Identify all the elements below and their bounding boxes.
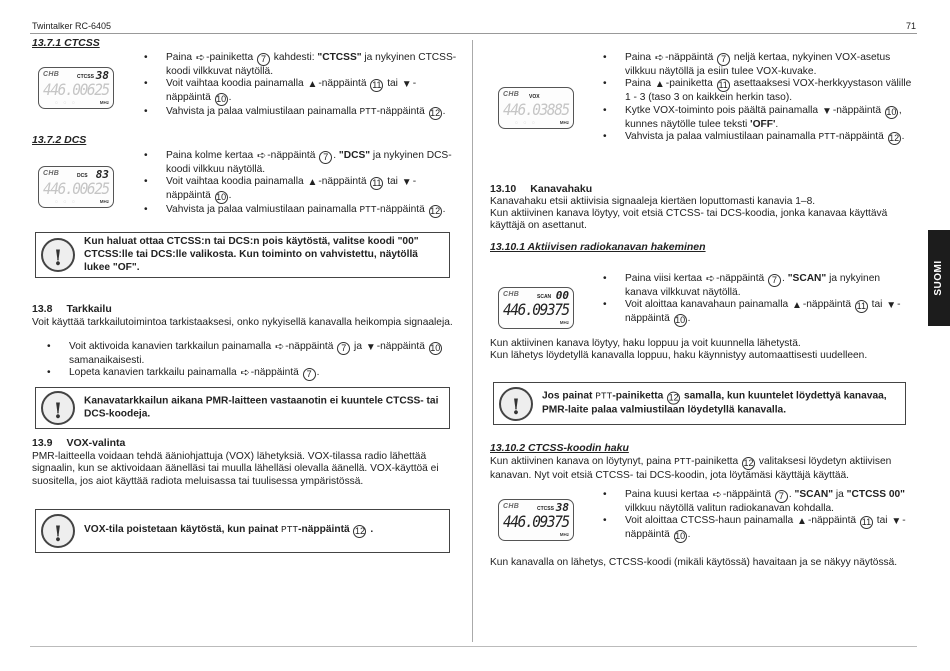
down-arrow-icon: ▼ <box>891 516 902 528</box>
list-item: • Paina kolme kertaa ➪-näppäintä 7 . "DCS" ja nykyinen DCS-koodi vilkkuu näytöllä. <box>144 150 459 176</box>
up-arrow-icon: ▲ <box>307 79 318 91</box>
menu-arrow-icon: ➪ <box>712 489 722 501</box>
key-number-icon: 12 <box>430 206 441 217</box>
menu-arrow-icon: ➪ <box>257 150 267 162</box>
intro-13-9: PMR-laitteella voidaan tehdä ääniohjattuja (VOX) lähetyksiä. VOX-tilassa radio lähettää signaalin, kun se aktivoidaan äänelläsi tai muulla lähelläsi olevalla äänellä. VOX-käyttöä ei suositella, jos aiot käyttää radiota meluisassa tai tuulisessa ympäristössä. <box>32 451 439 487</box>
menu-arrow-icon: ➪ <box>275 341 285 353</box>
note-box-ctcss-off: ! Kun haluat ottaa CTCSS:n tai DCS:n pois käytöstä, valitse koodi "00" CTCSS:lle tai DCS:lle valikosta. Kun toiminto on vahvistettu, näytöllä lukee "OF". <box>35 232 450 278</box>
steps-13-7-1 <box>144 52 459 120</box>
down-arrow-icon: ▼ <box>365 342 376 353</box>
section-title-13-7-1: 13.7.1 CTCSS <box>32 37 100 49</box>
para-13-10-1-b: Kun lähetys löydetyllä kanavalla loppuu, haku käynnistyy automaattisesti uudelleen. <box>490 350 868 361</box>
header-title: Twintalker RC-6405 <box>32 21 112 31</box>
intro-13-8: Voit käyttää tarkkailutoimintoa tarkistaaksesi, onko nykyisellä kanavalla heikompia signaaleja. <box>32 317 453 328</box>
list-item: • Vahvista ja palaa valmiustilaan painamalla PTT-näppäintä 12 . <box>144 106 459 120</box>
key-number-icon: 7 <box>775 490 788 503</box>
key-number-icon: 7 <box>717 53 730 66</box>
list-item: • Voit aloittaa CTCSS-haun painamalla ▲-näppäintä 11 tai ▼-näppäintä 10 . <box>603 515 913 543</box>
list-item: • Paina viisi kertaa ➪-näppäintä 7 . "SCAN" ja nykyinen kanava vilkkuvat näytöllä. <box>603 273 913 299</box>
key-number-icon: 12 <box>743 458 754 468</box>
lcd-display-ctcss: CHB CTCSS 38 446.00625 ◌ ◌ ◌ MHz <box>38 67 114 109</box>
section-title-13-9: 13.9 VOX-valinta <box>32 437 126 449</box>
para-13-10-2-end: Kun kanavalla on lähetys, CTCSS-koodi (mikäli käytössä) havaitaan ja se näkyy näytössä. <box>490 557 898 568</box>
up-arrow-icon: ▲ <box>797 516 807 528</box>
list-item: • Paina kuusi kertaa ➪-näppäintä 7 . "SCAN" ja "CTCSS 00" vilkkuu näytöllä valitun radiokanavan kohdalla. <box>603 489 913 515</box>
para-13-10-1: Kanavahaku etsii aktiivisia signaaleja kiertäen loputtomasti kanavia 1–8. <box>490 196 816 207</box>
list-item: • Lopeta kanavien tarkkailu painamalla ➪-näppäintä 7 . <box>47 367 457 381</box>
column-divider <box>472 40 473 642</box>
para-13-10-2: Kun aktiivinen kanava löytyy, voit etsiä CTCSS- tai DCS-koodia, jonka kanavaa käyttävä käyttäjä on asettanut. <box>490 208 888 232</box>
key-number-icon: 10 <box>675 531 686 542</box>
note-box-monitor: ! Kanavatarkkailun aikana PMR-laitteen vastaanotin ei kuuntele CTCSS- tai DCS-koodeja. <box>35 387 450 429</box>
lcd-display-ctcss-scan: CHB CTCSS 38 446.09375 MHz <box>498 499 574 541</box>
key-number-icon: 7 <box>768 274 781 287</box>
list-item: • Paina ➪-painiketta 7 kahdesti: "CTCSS" ja nykyinen CTCSS-koodi vilkkuvat näytöllä. <box>144 52 459 78</box>
note-box-ptt-scan: ! Jos painat PTT-painiketta 12 samalla, kun kuuntelet löydettyä kanavaa, PMR-laite palaa valmiustilaan löydetyllä kanavalla. <box>493 382 906 425</box>
key-number-icon: 7 <box>257 53 270 66</box>
key-number-icon: 7 <box>337 342 350 355</box>
language-tab: SUOMI <box>928 230 950 326</box>
para-13-10-2-intro: Kun aktiivinen kanava on löytynyt, paina PTT-painiketta 12 valitaksesi löydetyn aktiivisen kanavan. Nyt voit etsiä CTCSS- tai DCS-koodin, jota löytämäsi käyttäjä käyttää. <box>490 456 892 481</box>
para-13-10-1-a: Kun aktiivinen kanava löytyy, haku loppuu ja voit kuunnella lähetystä. <box>490 338 801 349</box>
key-number-icon: 11 <box>372 80 382 91</box>
key-number-icon: 10 <box>886 106 897 117</box>
up-arrow-icon: ▲ <box>654 79 665 91</box>
steps-13-8 <box>47 341 457 381</box>
lcd-display-scan: CHB SCAN 00 446.09375 MHz <box>498 287 574 329</box>
steps-vox <box>603 52 913 145</box>
header-rule <box>30 33 917 34</box>
menu-arrow-icon: ➪ <box>705 273 716 285</box>
steps-13-10-1 <box>603 273 913 327</box>
key-number-icon: 7 <box>319 151 332 164</box>
key-number-icon: 11 <box>856 301 867 312</box>
down-arrow-icon: ▼ <box>821 105 832 117</box>
key-number-icon: 11 <box>861 517 872 528</box>
exclamation-warning-icon: ! <box>41 514 75 548</box>
menu-arrow-icon: ➪ <box>240 367 250 380</box>
list-item: • Voit aktivoida kanavien tarkkailun painamalla ➪-näppäintä 7 ja ▼-näppäintä 10 samanaikaisesti. <box>47 341 457 367</box>
list-item: • Voit aloittaa kanavahaun painamalla ▲-näppäintä 11 tai ▼-näppäintä 10 . <box>603 299 913 327</box>
key-number-icon: 12 <box>430 108 441 119</box>
key-number-icon: 12 <box>354 526 365 536</box>
section-title-13-10-1: 13.10.1 Aktiivisen radiokanavan hakeminen <box>490 241 706 253</box>
menu-arrow-icon: ➪ <box>195 52 206 64</box>
list-item: • Paina ▲-painiketta 11 asettaaksesi VOX-herkkyystason välille 1 - 3 (taso 3 on kaikkein herkin taso). <box>603 78 913 104</box>
key-number-icon: 11 <box>718 80 728 91</box>
list-item: • Voit vaihtaa koodia painamalla ▲-näppäintä 11 tai ▼-näppäintä 10 . <box>144 78 459 106</box>
down-arrow-icon: ▼ <box>886 300 897 312</box>
menu-arrow-icon: ➪ <box>654 52 665 64</box>
key-number-icon: 10 <box>430 343 441 353</box>
up-arrow-icon: ▲ <box>791 300 802 312</box>
list-item: • Paina ➪-näppäintä 7 neljä kertaa, nykyinen VOX-asetus vilkkuu näytöllä ja esiin tulee VOX-kuvake. <box>603 52 913 78</box>
list-item: • Vahvista ja palaa valmiustilaan painamalla PTT-näppäintä 12 . <box>144 204 459 218</box>
key-number-icon: 10 <box>216 192 227 203</box>
key-number-icon: 12 <box>668 392 679 403</box>
steps-13-10-2 <box>603 489 913 543</box>
key-number-icon: 11 <box>372 178 382 189</box>
down-arrow-icon: ▼ <box>401 79 412 91</box>
note-box-vox-off: ! VOX-tila poistetaan käytöstä, kun painat PTT-näppäintä 12 . <box>35 509 450 553</box>
key-number-icon: 12 <box>889 133 900 144</box>
page-number: 71 <box>906 21 917 31</box>
key-number-icon: 7 <box>303 368 316 381</box>
list-item: • Kytke VOX-toiminto pois päältä painamalla ▼-näppäintä 10 , kunnes näytölle tulee teksti 'OFF'. <box>603 105 913 131</box>
exclamation-warning-icon: ! <box>499 387 533 421</box>
section-title-13-10: 13.10 Kanavahaku <box>490 183 593 195</box>
up-arrow-icon: ▲ <box>307 177 318 189</box>
section-title-13-7-2: 13.7.2 DCS <box>32 134 87 146</box>
list-item: • Voit vaihtaa koodia painamalla ▲-näppäintä 11 tai ▼-näppäintä 10 . <box>144 176 459 204</box>
lcd-display-dcs: CHB DCS 83 446.00625 ◌ ◌ ◌ MHz <box>38 166 114 208</box>
steps-13-7-2 <box>144 150 459 218</box>
exclamation-warning-icon: ! <box>41 391 75 425</box>
list-item: • Vahvista ja palaa valmiustilaan painamalla PTT-näppäintä 12 . <box>603 131 913 145</box>
lcd-display-vox: CHB VOX 446.03885 ◌ ◌ ◌ MHz <box>498 87 574 129</box>
section-title-13-8: 13.8 Tarkkailu <box>32 303 112 315</box>
footer-rule <box>30 646 917 647</box>
key-number-icon: 10 <box>675 315 686 326</box>
exclamation-warning-icon: ! <box>41 238 75 272</box>
section-title-13-10-2: 13.10.2 CTCSS-koodin haku <box>490 442 629 454</box>
down-arrow-icon: ▼ <box>401 177 412 189</box>
key-number-icon: 10 <box>216 94 227 105</box>
